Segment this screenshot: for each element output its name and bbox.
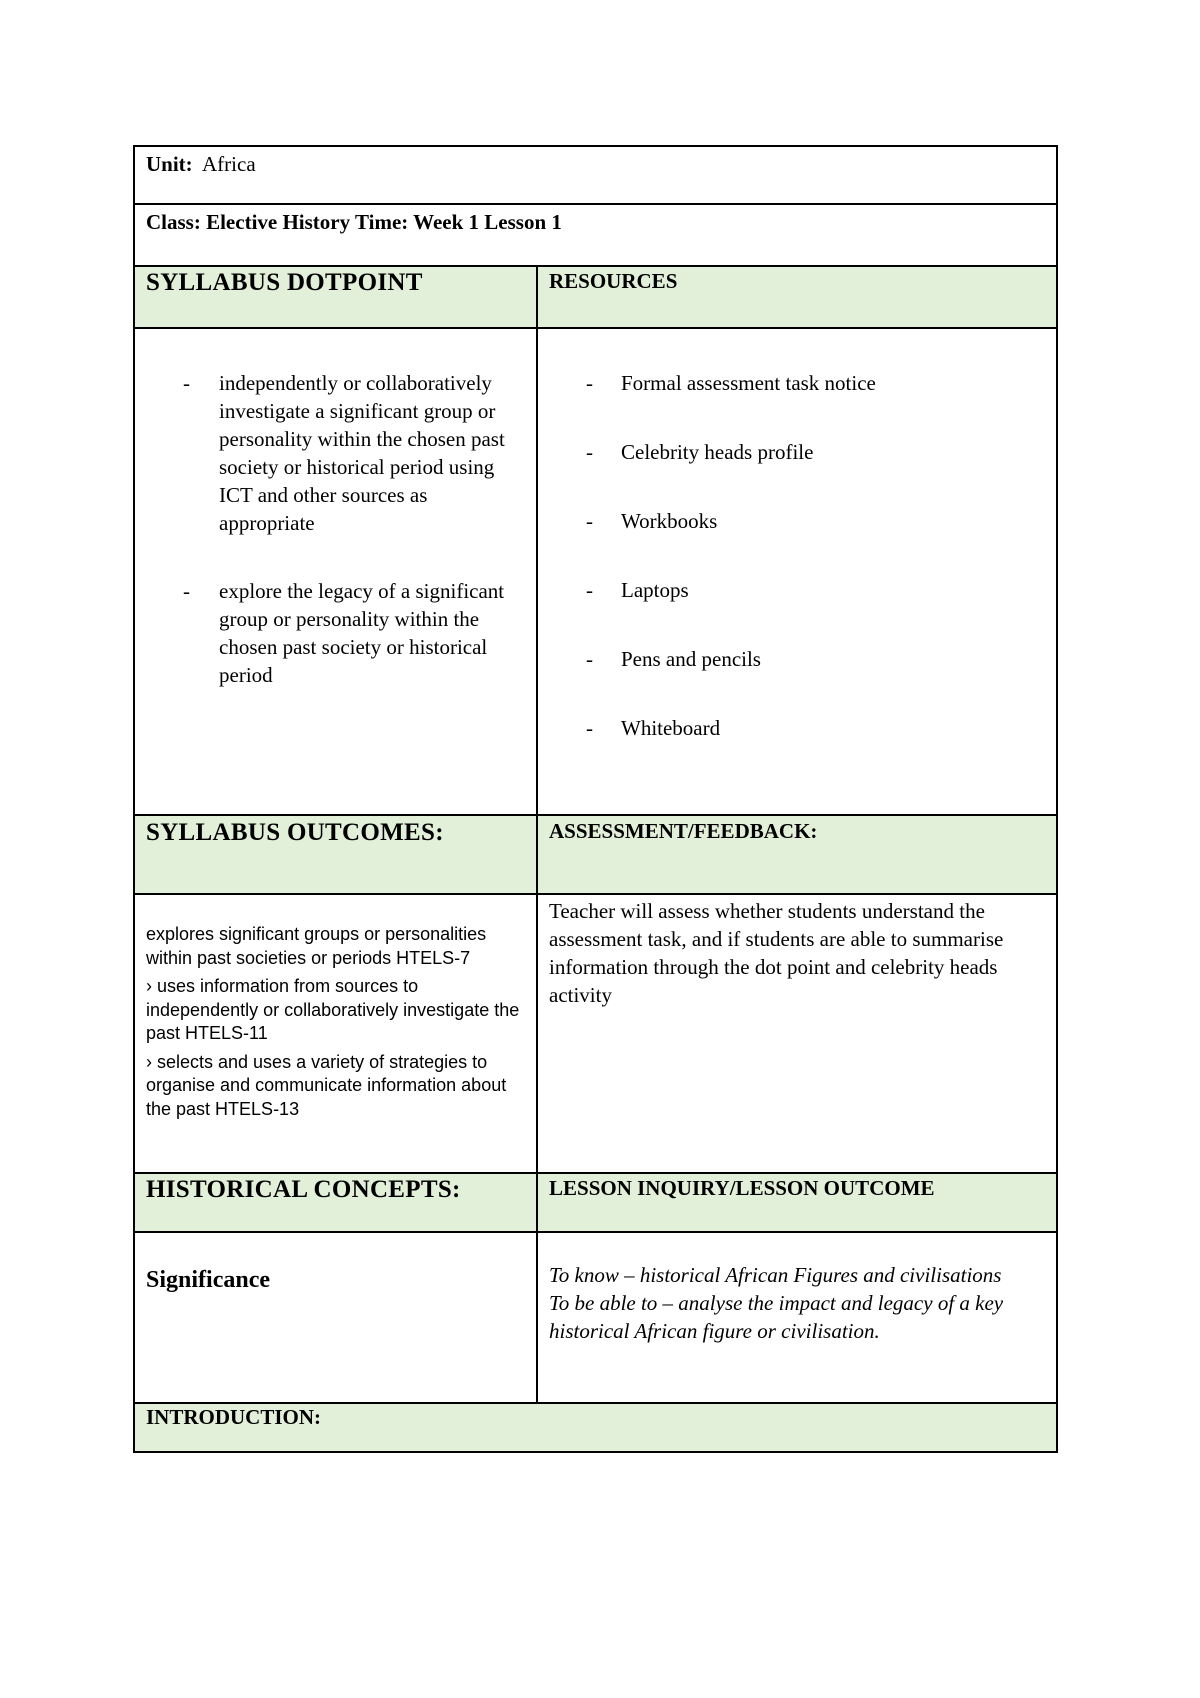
historical-concepts-heading: HISTORICAL CONCEPTS: [146,1176,461,1203]
class-line: Class: Elective History Time: Week 1 Lesson 1 [146,210,562,234]
outcomes-assessment-content-row [135,893,1056,1172]
resources-cell [538,329,1056,814]
outcomes-assessment-header-row [135,814,1056,893]
syllabus-outcomes-heading: SYLLABUS OUTCOMES: [146,819,444,846]
dotpoint-resources-content-row [135,327,1056,814]
lesson-outcome-item: To know – historical African Figures and civilisations [549,1263,1002,1287]
assessment-text: Teacher will assess whether students understand the assessment task, and if students are able to summarise information through the dot point and celebrity heads activity [549,899,1004,1007]
lesson-outcome-cell [538,1233,1056,1402]
syllabus-dotpoint-heading: SYLLABUS DOTPOINT [146,269,423,296]
resource-item: - Formal assessment task notice [586,371,876,395]
resource-item: - Celebrity heads profile [586,440,814,464]
lesson-inquiry-heading: LESSON INQUIRY/LESSON OUTCOME [549,1176,935,1200]
resource-item: - Workbooks [586,509,718,533]
resource-item: - Whiteboard [586,716,721,740]
unit-label: Unit: [146,152,193,176]
class-row [135,203,1056,265]
dotpoint-list [135,369,526,689]
introduction-row [135,1402,1056,1451]
introduction-heading: INTRODUCTION: [146,1405,322,1429]
resource-item: - Laptops [586,578,689,602]
outcome-item: › uses information from sources to independently or collaboratively investigate the past HTELS-11 [146,976,520,1043]
concepts-inquiry-content-row [135,1231,1056,1402]
outcomes-cell [135,895,538,1172]
resources-heading: RESOURCES [549,269,678,293]
dotpoint-item: - explore the legacy of a significant group or personality within the chosen past society or historical period [183,579,505,687]
dotpoint-item: - independently or collaboratively investigate a significant group or personality within the chosen past society or historical period using ICT and other sources as appropriate [183,371,505,535]
lesson-outcome-item: To be able to – analyse the impact and legacy of a key historical African figure or civilisation. [549,1291,1004,1343]
resource-item: - Pens and pencils [586,647,761,671]
historical-concept: Significance [146,1267,270,1293]
concepts-inquiry-header-row [135,1172,1056,1231]
outcome-item: › selects and uses a variety of strategies to organise and communicate information about the past HTELS-13 [146,1051,507,1119]
lesson-plan-table [133,145,1058,1453]
unit-value: Africa [202,152,256,176]
unit-row [135,147,1056,203]
dotpoint-resources-header-row [135,265,1056,327]
dotpoint-cell [135,329,538,814]
outcome-item: explores significant groups or personalities within past societies or periods HTELS-7 [146,924,487,968]
assessment-feedback-heading: ASSESSMENT/FEEDBACK: [549,819,818,843]
resources-list [538,369,1046,742]
